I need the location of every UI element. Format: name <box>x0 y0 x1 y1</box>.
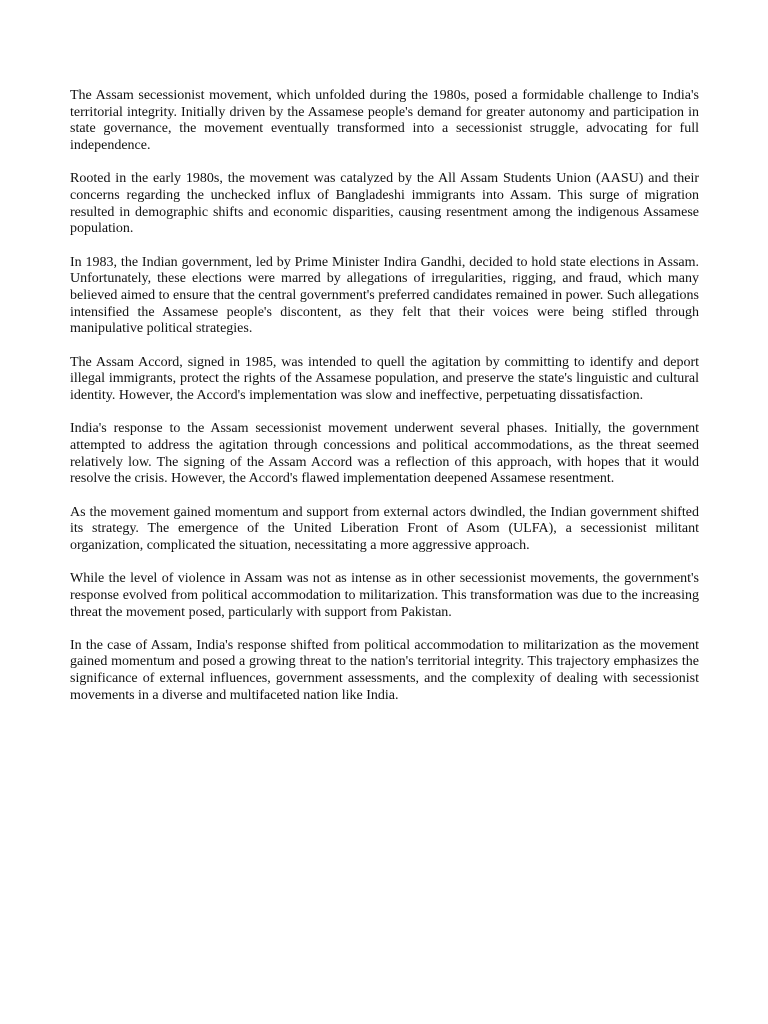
paragraph-8: In the case of Assam, India's response shifted from political accommodation to militarization as the movement gained momentum and posed a growing threat to the nation's territorial integrity. This trajectory emphasizes the significance of external influences, government assessments, and the complexity of dealing with secessionist movements in a diverse and multifaceted nation like India. <box>70 637 699 703</box>
paragraph-4: The Assam Accord, signed in 1985, was intended to quell the agitation by committing to identify and deport illegal immigrants, protect the rights of the Assamese population, and preserve the state's linguistic and cultural identity. However, the Accord's implementation was slow and ineffective, perpetuating dissatisfaction. <box>70 354 699 404</box>
paragraph-3: In 1983, the Indian government, led by Prime Minister Indira Gandhi, decided to hold state elections in Assam. Unfortunately, these elections were marred by allegations of irregularities, rigging, and fraud, which many believed aimed to ensure that the central government's preferred candidates remained in power. Such allegations intensified the Assamese people's discontent, as they felt that their voices were being stifled through manipulative political strategies. <box>70 254 699 337</box>
paragraph-7: While the level of violence in Assam was not as intense as in other secessionist movements, the government's response evolved from political accommodation to militarization. This transformation was due to the increasing threat the movement posed, particularly with support from Pakistan. <box>70 571 699 620</box>
document-body <box>70 88 699 721</box>
paragraph-5: India's response to the Assam secessionist movement underwent several phases. Initially, the government attempted to address the agitation through concessions and political accommodations, as the threat seemed relatively low. The signing of the Assam Accord was a reflection of this approach, with hopes that it would resolve the crisis. However, the Accord's flawed implementation deepened Assamese resentment. <box>70 421 699 487</box>
paragraph-1: The Assam secessionist movement, which unfolded during the 1980s, posed a formidable challenge to India's territorial integrity. Initially driven by the Assamese people's demand for greater autonomy and participation in state governance, the movement eventually transformed into a secessionist struggle, advocating for full independence. <box>70 88 699 154</box>
paragraph-6: As the movement gained momentum and support from external actors dwindled, the Indian government shifted its strategy. The emergence of the United Liberation Front of Asom (ULFA), a secessionist militant organization, complicated the situation, necessitating a more aggressive approach. <box>70 504 699 553</box>
paragraph-2: Rooted in the early 1980s, the movement was catalyzed by the All Assam Students Union (AASU) and their concerns regarding the unchecked influx of Bangladeshi immigrants into Assam. This surge of migration resulted in demographic shifts and economic disparities, causing resentment among the indigenous Assamese population. <box>70 171 699 237</box>
